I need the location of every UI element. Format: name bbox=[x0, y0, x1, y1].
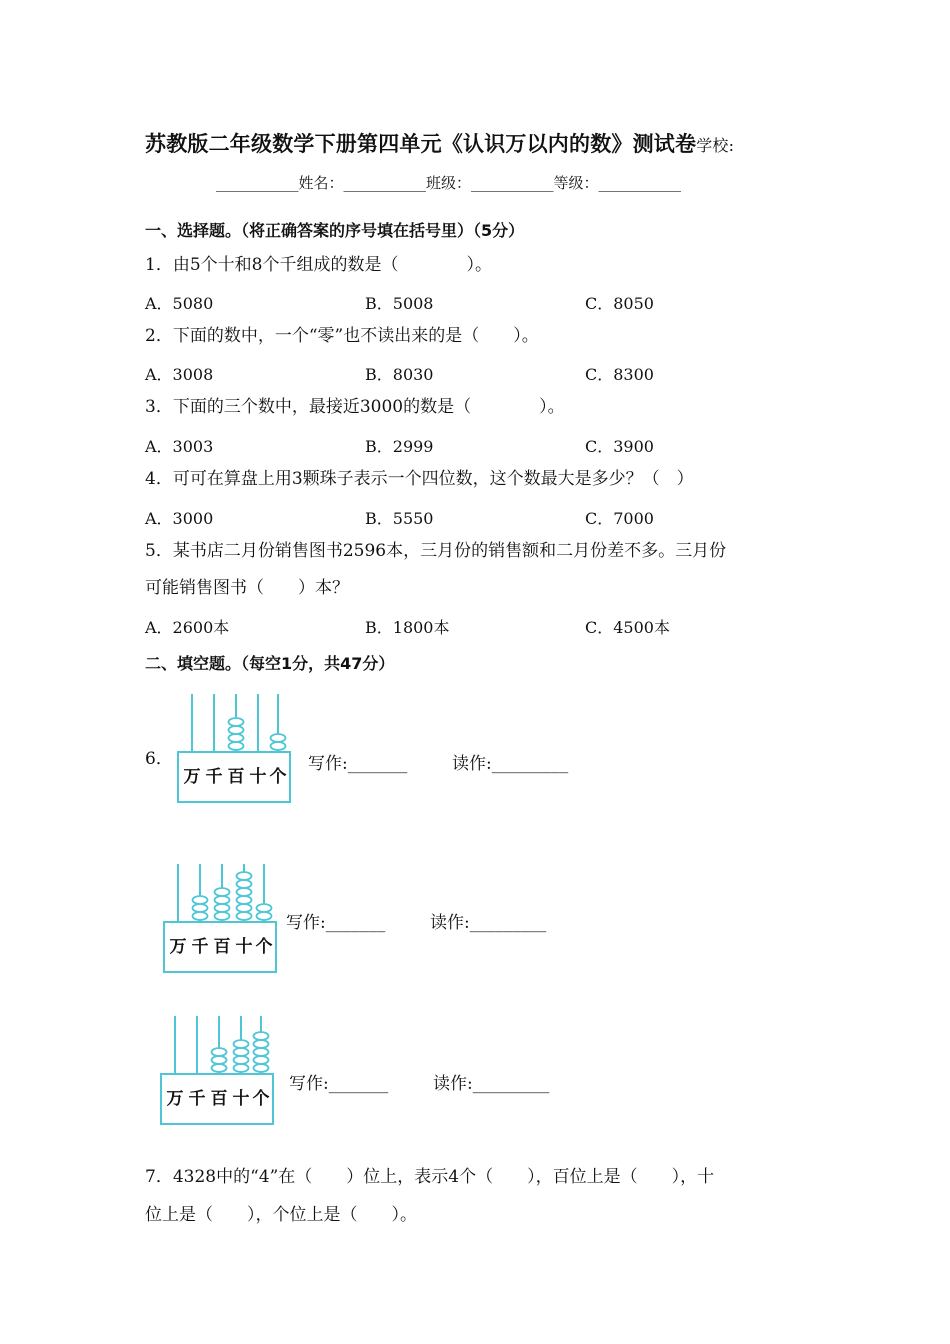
abacus-place-label: 千 bbox=[205, 767, 223, 787]
abacus-bead bbox=[257, 904, 272, 912]
abacus-bead bbox=[212, 1064, 227, 1072]
abacus-place-label: 万 bbox=[166, 1089, 184, 1109]
abacus-place-label: 个 bbox=[252, 1089, 270, 1109]
abacus-bead bbox=[254, 1048, 269, 1056]
abacus-bead bbox=[234, 1040, 249, 1048]
abacus-bead bbox=[229, 742, 244, 750]
q1-option-b: B．5008 bbox=[365, 294, 434, 313]
student-info-line: ___________姓名：___________班级：___________等级：___________ bbox=[216, 174, 682, 192]
abacus-bead bbox=[237, 912, 252, 920]
q4-option-c: C．7000 bbox=[585, 509, 654, 528]
abacus-2 bbox=[160, 860, 280, 978]
abacus-place-label: 十 bbox=[235, 937, 253, 957]
abacus-bead bbox=[254, 1032, 269, 1040]
q3-option-b: B．2999 bbox=[365, 437, 434, 456]
q5-option-c: C．4500本 bbox=[585, 618, 670, 637]
abacus-1-write-label: 写作:_______ bbox=[308, 754, 408, 774]
abacus-place-label: 十 bbox=[232, 1089, 250, 1109]
abacus-3 bbox=[157, 1012, 277, 1130]
abacus-bead bbox=[229, 726, 244, 734]
q5-option-b: B．1800本 bbox=[365, 618, 450, 637]
q3-option-a: A．3003 bbox=[145, 437, 214, 456]
abacus-bead bbox=[237, 896, 252, 904]
q5-option-a: A．2600本 bbox=[145, 618, 230, 637]
abacus-bead bbox=[254, 1040, 269, 1048]
q3-option-c: C．3900 bbox=[585, 437, 654, 456]
abacus-place-label: 百 bbox=[227, 767, 245, 787]
abacus-bead bbox=[271, 742, 286, 750]
q2-option-c: C．8300 bbox=[585, 365, 654, 384]
abacus-bead bbox=[193, 912, 208, 920]
abacus-place-label: 千 bbox=[191, 937, 209, 957]
abacus-bead bbox=[257, 912, 272, 920]
section1-heading: 一、选择题。（将正确答案的序号填在括号里）（5分） bbox=[145, 221, 525, 240]
question-7-line1: 7．4328中的“4”在（ ）位上，表示4个（ ），百位上是（ ），十 bbox=[145, 1167, 715, 1187]
q1-option-a: A．5080 bbox=[145, 294, 214, 313]
abacus-bead bbox=[229, 734, 244, 742]
abacus-place-label: 个 bbox=[269, 767, 287, 787]
abacus-bead bbox=[212, 1056, 227, 1064]
abacus-bead bbox=[234, 1048, 249, 1056]
question-7-line2: 位上是（ ），个位上是（ ）。 bbox=[145, 1205, 417, 1225]
question-2: 2．下面的数中，一个“零”也不读出来的是（ ）。 bbox=[145, 326, 539, 346]
abacus-bead bbox=[215, 912, 230, 920]
abacus-bead bbox=[215, 904, 230, 912]
abacus-bead bbox=[237, 880, 252, 888]
abacus-place-label: 千 bbox=[188, 1089, 206, 1109]
abacus-place-label: 万 bbox=[169, 937, 187, 957]
q2-option-a: A．3008 bbox=[145, 365, 214, 384]
abacus-bead bbox=[212, 1048, 227, 1056]
question-3: 3．下面的三个数中，最接近3000的数是（ ）。 bbox=[145, 397, 565, 417]
abacus-1 bbox=[174, 690, 294, 808]
abacus-bead bbox=[234, 1064, 249, 1072]
section2-heading: 二、填空题。（每空1分，共47分） bbox=[145, 654, 395, 673]
abacus-2-read-label: 读作:_________ bbox=[430, 913, 547, 933]
abacus-2-write-label: 写作:_______ bbox=[286, 913, 386, 933]
q2-option-b: B．8030 bbox=[365, 365, 434, 384]
question-5-line2: 可能销售图书（ ）本？ bbox=[145, 578, 349, 598]
abacus-bead bbox=[215, 888, 230, 896]
abacus-place-label: 个 bbox=[255, 937, 273, 957]
abacus-3-read-label: 读作:_________ bbox=[433, 1074, 550, 1094]
q4-option-b: B．5550 bbox=[365, 509, 434, 528]
abacus-bead bbox=[215, 896, 230, 904]
school-label: 学校: bbox=[696, 136, 735, 155]
abacus-bead bbox=[271, 734, 286, 742]
abacus-bead bbox=[193, 896, 208, 904]
abacus-bead bbox=[254, 1064, 269, 1072]
abacus-place-label: 万 bbox=[183, 767, 201, 787]
abacus-bead bbox=[254, 1056, 269, 1064]
q4-option-a: A．3000 bbox=[145, 509, 214, 528]
abacus-bead bbox=[229, 718, 244, 726]
abacus-place-label: 百 bbox=[213, 937, 231, 957]
abacus-3-write-label: 写作:_______ bbox=[289, 1074, 389, 1094]
abacus-place-label: 十 bbox=[249, 767, 267, 787]
abacus-bead bbox=[237, 872, 252, 880]
page-title: 苏教版二年级数学下册第四单元《认识万以内的数》测试卷学校: bbox=[145, 132, 735, 156]
abacus-place-label: 百 bbox=[210, 1089, 228, 1109]
question-5-line1: 5．某书店二月份销售图书2596本，三月份的销售额和二月份差不多。三月份 bbox=[145, 541, 727, 561]
abacus-bead bbox=[237, 888, 252, 896]
abacus-1-read-label: 读作:_________ bbox=[452, 754, 569, 774]
q1-option-c: C．8050 bbox=[585, 294, 654, 313]
question-4: 4．可可在算盘上用3颗珠子表示一个四位数，这个数最大是多少？（ ） bbox=[145, 469, 694, 489]
question-6-number: 6． bbox=[145, 749, 173, 769]
abacus-bead bbox=[234, 1056, 249, 1064]
abacus-bead bbox=[237, 904, 252, 912]
abacus-bead bbox=[193, 904, 208, 912]
question-1: 1．由5个十和8个千组成的数是（ ）。 bbox=[145, 255, 492, 275]
